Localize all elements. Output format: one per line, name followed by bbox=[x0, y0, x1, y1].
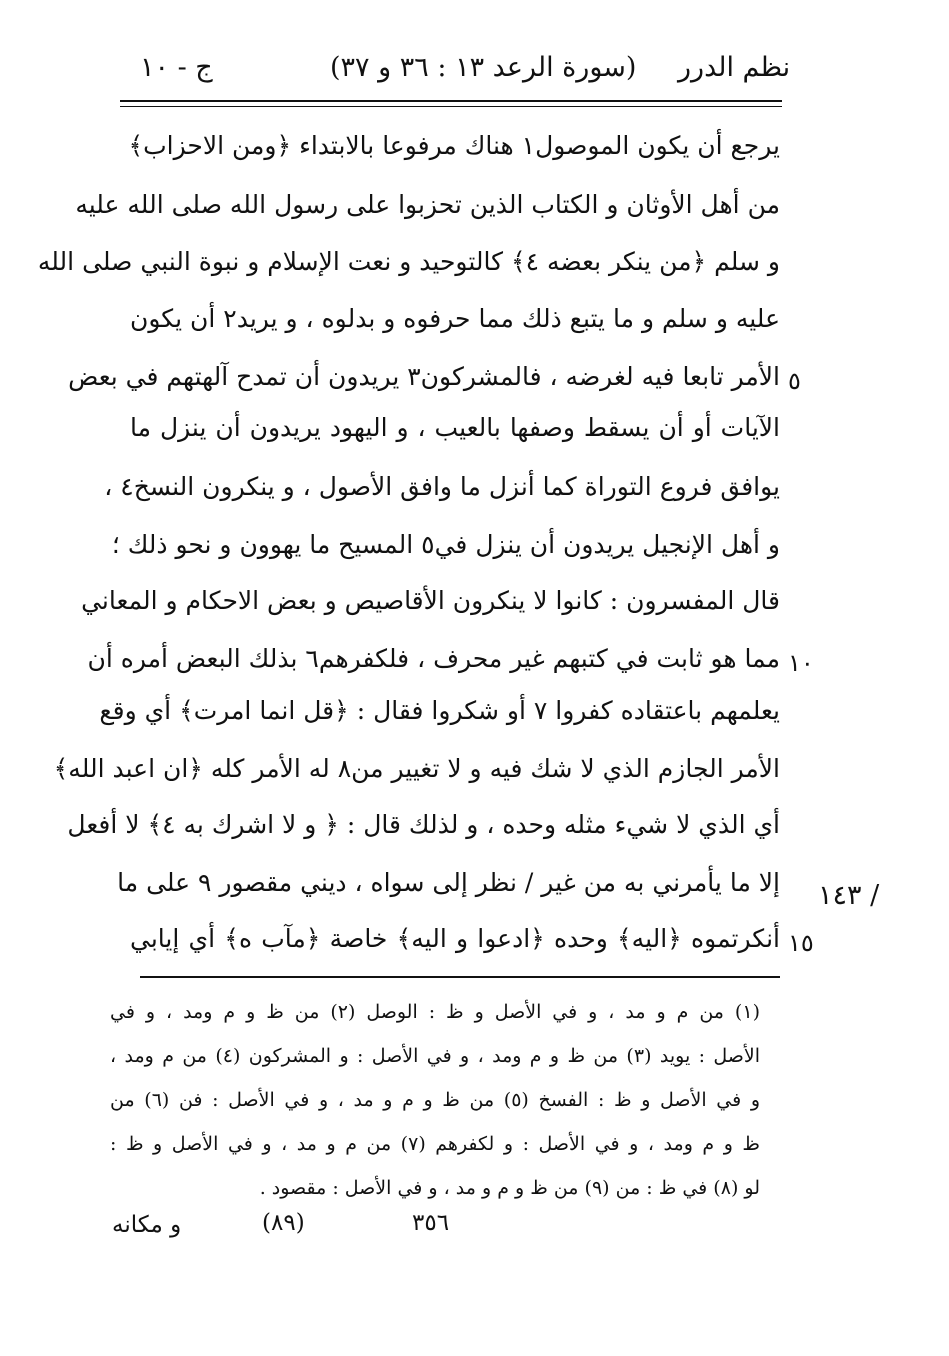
page-number: ٣٥٦ bbox=[412, 1210, 450, 1236]
signature-mark: (٨٩) bbox=[262, 1210, 305, 1236]
text-line: إلا ما يأمرني به من غير / نظر إلى سواه ، ديني مقصور ٩ على ما bbox=[117, 868, 780, 897]
text-line: مما هو ثابت في كتبهم غير محرف ، فلكفرهم٦ بذلك البعض أمره أن bbox=[87, 644, 780, 673]
line-number-5: ٥ bbox=[788, 367, 801, 395]
text-line: من أهل الأوثان و الكتاب الذين تحزبوا على رسول الله صلى الله عليه bbox=[75, 190, 780, 219]
footnote-line: و في الأصل و ظ : الفسخ (٥) من ظ و م و مد ، و في الأصل : فن (٦) من bbox=[110, 1089, 760, 1111]
volume-number: ج - ١٠ bbox=[140, 52, 213, 83]
book-title: نظم الدرر bbox=[678, 52, 791, 83]
text-line: عليه و سلم و ما يتبع ذلك مما حرفوه و بدلوه ، و يريد٢ أن يكون bbox=[130, 304, 780, 333]
sura-reference: (سورة الرعد ١٣ : ٣٦ و ٣٧) bbox=[330, 52, 637, 83]
footnote-rule bbox=[140, 976, 780, 978]
text-line: الأمر الجازم الذي لا شك فيه و لا تغيير من٨ له الأمر كله ﴿ان اعبد الله﴾ bbox=[53, 754, 780, 783]
footnote-line: الأصل : يويد (٣) من ظ و م ومد ، و في الأصل : و المشركون (٤) من م ومد ، bbox=[110, 1045, 761, 1067]
footnote-line: (١) من م و مد ، و في الأصل و ظ : الوصل (٢) من ظ و م ومد ، و في bbox=[110, 1001, 760, 1023]
header-rule-bottom bbox=[120, 106, 782, 107]
text-line: الآيات أو أن يسقط وصفها بالعيب ، و اليهود يريدون أن ينزل ما bbox=[130, 413, 780, 442]
text-line: قال المفسرون : كانوا لا ينكرون الأقاصيص و بعض الاحكام و المعاني bbox=[81, 586, 780, 615]
margin-folio-note: ١٤٣ / bbox=[818, 880, 880, 911]
text-line: الأمر تابعا فيه لغرضه ، فالمشركون٣ يريدون أن تمدح آلهتهم في بعض bbox=[68, 362, 780, 391]
text-line: أي الذي لا شيء مثله وحده ، و لذلك قال : ﴿ و لا اشرك به ٤﴾ لا أفعل bbox=[67, 810, 780, 839]
text-line: يعلمهم باعتقاده كفروا ٧ أو شكروا فقال : ﴿قل انما امرت﴾ أي وقع bbox=[99, 696, 780, 725]
text-line: يوافق فروع التوراة كما أنزل ما وافق الأصول ، و ينكرون النسخ٤ ، bbox=[104, 472, 780, 501]
footnote-line: ظ و م ومد ، و في الأصل : و لكفرهم (٧) من م و مد ، و في الأصل و ظ : bbox=[110, 1133, 761, 1155]
text-line: و أهل الإنجيل يريدون أن ينزل في٥ المسيح ما يهوون و نحو ذلك ؛ bbox=[111, 530, 780, 559]
line-number-10: ١٠ bbox=[788, 649, 814, 677]
line-number-15: ١٥ bbox=[788, 929, 814, 957]
text-line: يرجع أن يكون الموصول١ هناك مرفوعا بالابتداء ﴿ومن الاحزاب﴾ bbox=[128, 131, 780, 160]
header-rule-top bbox=[120, 100, 782, 102]
text-line: أنكرتموه ﴿اليه﴾ وحده ﴿ادعوا و اليه﴾ خاصة ﴿مآب ه﴾ أي إيابي bbox=[130, 924, 780, 953]
footnote-line: لو (٨) في ظ : من (٩) من ظ و م و مد ، و في الأصل : مقصود . bbox=[259, 1177, 760, 1199]
catchword: و مكانه bbox=[112, 1212, 182, 1238]
text-line: و سلم ﴿من ينكر بعضه ٤﴾ كالتوحيد و نعت الإسلام و نبوة النبي صلى الله bbox=[37, 247, 780, 276]
